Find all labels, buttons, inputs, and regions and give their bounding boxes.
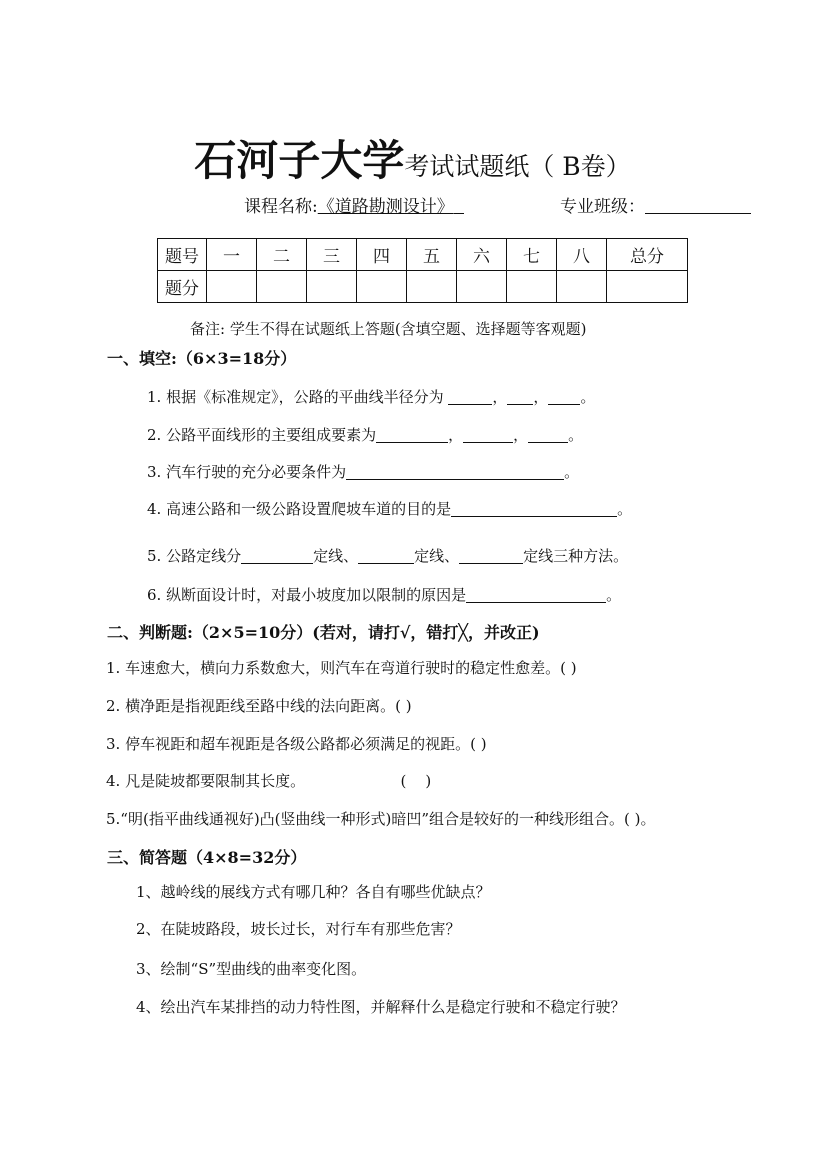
major-class-line xyxy=(560,192,751,217)
col-6: 六 xyxy=(457,239,507,271)
answer-blank xyxy=(459,549,523,564)
score-cell xyxy=(557,271,607,303)
score-cell xyxy=(207,271,257,303)
col-5: 五 xyxy=(407,239,457,271)
fill-question-6: 6. 纵断面设计时，对最小坡度加以限制的原因是 。 xyxy=(147,586,622,604)
major-class-label: 专业班级： xyxy=(560,197,645,217)
exam-paper-label: 考试试题纸（ B卷） xyxy=(404,152,631,181)
score-label: 题分 xyxy=(158,271,207,303)
section-1-title: 一、填空:（6×3=18分） xyxy=(107,349,297,368)
fill-question-3: 3. 汽车行驶的充分必要条件为 。 xyxy=(147,463,580,481)
answer-blank xyxy=(507,390,533,405)
course-line xyxy=(244,192,464,217)
answer-blank xyxy=(528,428,568,443)
answer-blank xyxy=(463,428,513,443)
score-cell xyxy=(607,271,688,303)
answer-blank xyxy=(346,465,564,480)
col-2: 二 xyxy=(257,239,307,271)
score-table xyxy=(157,238,688,303)
course-label: 课程名称: xyxy=(244,197,318,217)
fill-question-5: 5. 公路定线分 定线、 定线、 定线三种方法。 xyxy=(147,547,629,565)
col-1: 一 xyxy=(207,239,257,271)
fill-question-2: 2. 公路平面线形的主要组成要素为 ， ， 。 xyxy=(147,426,584,444)
short-answer-question-1: 1、越岭线的展线方式有哪几种？各自有哪些优缺点？ xyxy=(136,883,491,901)
short-answer-question-2: 2、在陡坡路段，坡长过长，对行车有那些危害？ xyxy=(136,920,461,938)
short-answer-question-3: 3、绘制“S”型曲线的曲率变化图。 xyxy=(136,960,367,978)
exam-title xyxy=(0,128,825,188)
col-total: 总分 xyxy=(607,239,688,271)
score-cell xyxy=(257,271,307,303)
col-3: 三 xyxy=(307,239,357,271)
fill-question-4: 4. 高速公路和一级公路设置爬坡车道的目的是 。 xyxy=(147,500,633,518)
true-false-question-4: 4. 凡是陡坡都要限制其长度。 ( ) xyxy=(106,772,432,790)
answer-blank xyxy=(548,390,580,405)
score-cell xyxy=(407,271,457,303)
answer-blank xyxy=(358,549,414,564)
answer-blank xyxy=(451,502,617,517)
answer-blank xyxy=(376,428,448,443)
score-cell xyxy=(357,271,407,303)
answer-blank xyxy=(466,588,606,603)
answer-blank xyxy=(241,549,313,564)
col-8: 八 xyxy=(557,239,607,271)
exam-note: 备注: 学生不得在试题纸上答题(含填空题、选择题等客观题) xyxy=(190,320,587,338)
score-cell xyxy=(507,271,557,303)
col-7: 七 xyxy=(507,239,557,271)
university-name: 石河子大学 xyxy=(194,136,405,185)
score-cell xyxy=(457,271,507,303)
true-false-question-2: 2. 横净距是指视距线至路中线的法向距离。( ) xyxy=(106,697,412,715)
major-class-blank xyxy=(645,197,751,214)
true-false-question-5: 5.“明(指平曲线通视好)凸(竖曲线一种形式)暗凹”组合是较好的一种线形组合。( )。 xyxy=(106,810,656,828)
score-table-header-row xyxy=(158,239,688,271)
fill-question-1: 1. 根据《标准规定》，公路的平曲线半径分为 ， ， 。 xyxy=(147,388,596,406)
course-name: 《道路勘测设计》 xyxy=(317,197,454,217)
true-false-question-3: 3. 停车视距和超车视距是各级公路都必须满足的视距。( ) xyxy=(106,735,487,753)
answer-blank xyxy=(448,390,492,405)
col-4: 四 xyxy=(357,239,407,271)
section-3-title: 三、简答题（4×8=32分） xyxy=(107,848,307,867)
score-table-score-row xyxy=(158,271,688,303)
short-answer-question-4: 4、绘出汽车某排挡的动力特性图，并解释什么是稳定行驶和不稳定行驶？ xyxy=(136,998,626,1016)
question-number-label: 题号 xyxy=(158,239,207,271)
true-false-question-1: 1. 车速愈大，横向力系数愈大，则汽车在弯道行驶时的稳定性愈差。( ) xyxy=(106,659,577,677)
score-cell xyxy=(307,271,357,303)
section-2-title: 二、判断题:（2×5=10分）(若对，请打√，错打╳，并改正) xyxy=(107,623,540,642)
